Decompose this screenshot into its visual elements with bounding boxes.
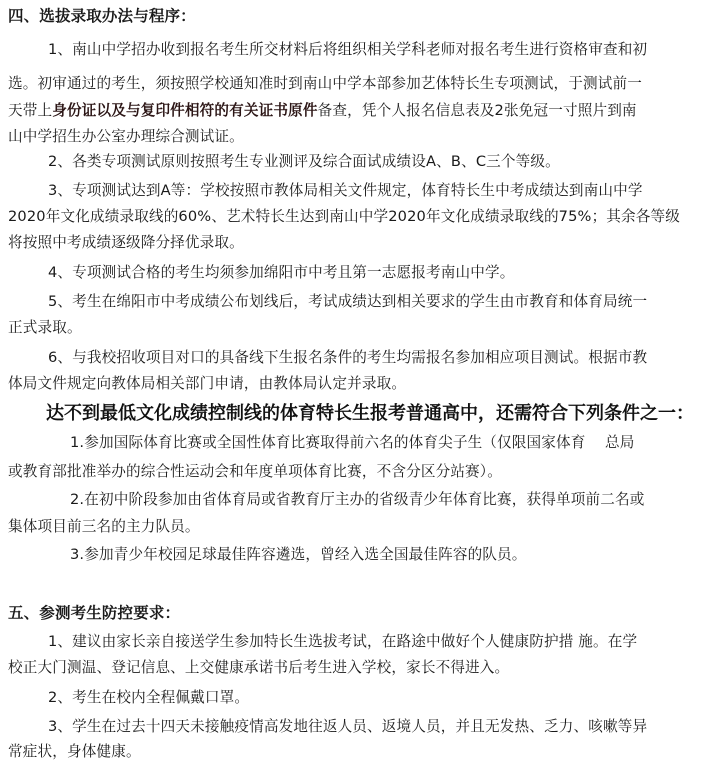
s4-item1-line2: 选。初审通过的考生，须按照学校通知准时到南山中学本部参加艺体特长生专项测试，于测试前一 (8, 75, 642, 92)
s4-item3-line3: 将按照中考成绩逐级降分择优录取。 (8, 234, 244, 251)
s4-item2: 2、各类专项测试原则按照考生专业测评及综合面试成绩设A、B、C三个等级。 (48, 153, 560, 170)
s4-item1-line4: 山中学招生办公室办理综合测试证。 (8, 128, 244, 145)
s5-item3-line1: 3、学生在过去十四天未接触疫情高发地往返人员、返境人员，并且无发热、乏力、咳嗽等异 (48, 718, 648, 735)
s5-item1-line2: 校正大门测温、登记信息、上交健康承诺书后考生进入学校，家长不得进入。 (8, 659, 510, 676)
cond1-line2: 或教育部批准举办的综合性运动会和年度单项体育比赛，不含分区分站赛）。 (8, 463, 502, 480)
section-4-heading: 四、选拔录取办法与程序： (8, 7, 196, 25)
s4-item6-line2: 体局文件规定向教体局相关部门申请，由教体局认定并录取。 (8, 375, 407, 392)
sports-conditions-heading: 达不到最低文化成绩控制线的体育特长生报考普通高中，还需符合下列条件之一： (46, 403, 694, 424)
s4-item1-line3 (8, 101, 637, 121)
s5-item1-line1: 1、建议由家长亲自接送学生参加特长生选拔考试，在路途中做好个人健康防护措 施。在学 (48, 633, 638, 650)
cond1-line1: 1.参加国际体育比赛或全国性体育比赛取得前六名的体育尖子生（仅限国家体育 总局 (70, 434, 635, 451)
s4-item1-line3-post: 备查，凭个人报名信息表及2张免冠一寸照片到南 (317, 102, 637, 119)
cond3: 3.参加青少年校园足球最佳阵容遴选，曾经入选全国最佳阵容的队员。 (70, 546, 527, 563)
s4-item1-line3-pre: 天带上 (8, 102, 53, 119)
cond2-line2: 集体项目前三名的主力队员。 (8, 518, 200, 535)
s4-item3-line2: 2020年文化成绩录取线的60%、艺术特长生达到南山中学2020年文化成绩录取线的75%；其余各等级 (8, 208, 681, 225)
s4-item1-line1: 1、南山中学招办收到报名考生所交材料后将组织相关学科老师对报名考生进行资格审查和初 (48, 41, 648, 58)
s4-item4: 4、专项测试合格的考生均须参加绵阳市中考且第一志愿报考南山中学。 (48, 264, 515, 281)
s4-item5-line1: 5、考生在绵阳市中考成绩公布划线后，考试成绩达到相关要求的学生由市教育和体育局统一 (48, 293, 648, 310)
required-documents-emphasis: 身份证以及与复印件相符的有关证书原件 (52, 102, 318, 119)
s4-item6-line1: 6、与我校招收项目对口的具备线下生报名条件的考生均需报名参加相应项目测试。根据市教 (48, 349, 648, 366)
s4-item3-line1: 3、专项测试达到A等：学校按照市教体局相关文件规定，体育特长生中考成绩达到南山中学 (48, 182, 643, 199)
s5-item3-line2: 常症状，身体健康。 (8, 743, 141, 760)
section-5-heading: 五、参测考生防控要求： (8, 604, 181, 622)
s5-item2: 2、考生在校内全程佩戴口罩。 (48, 689, 250, 706)
cond2-line1: 2.在初中阶段参加由省体育局或省教育厅主办的省级青少年体育比赛，获得单项前二名或 (70, 491, 645, 508)
s4-item5-line2: 正式录取。 (8, 319, 82, 336)
